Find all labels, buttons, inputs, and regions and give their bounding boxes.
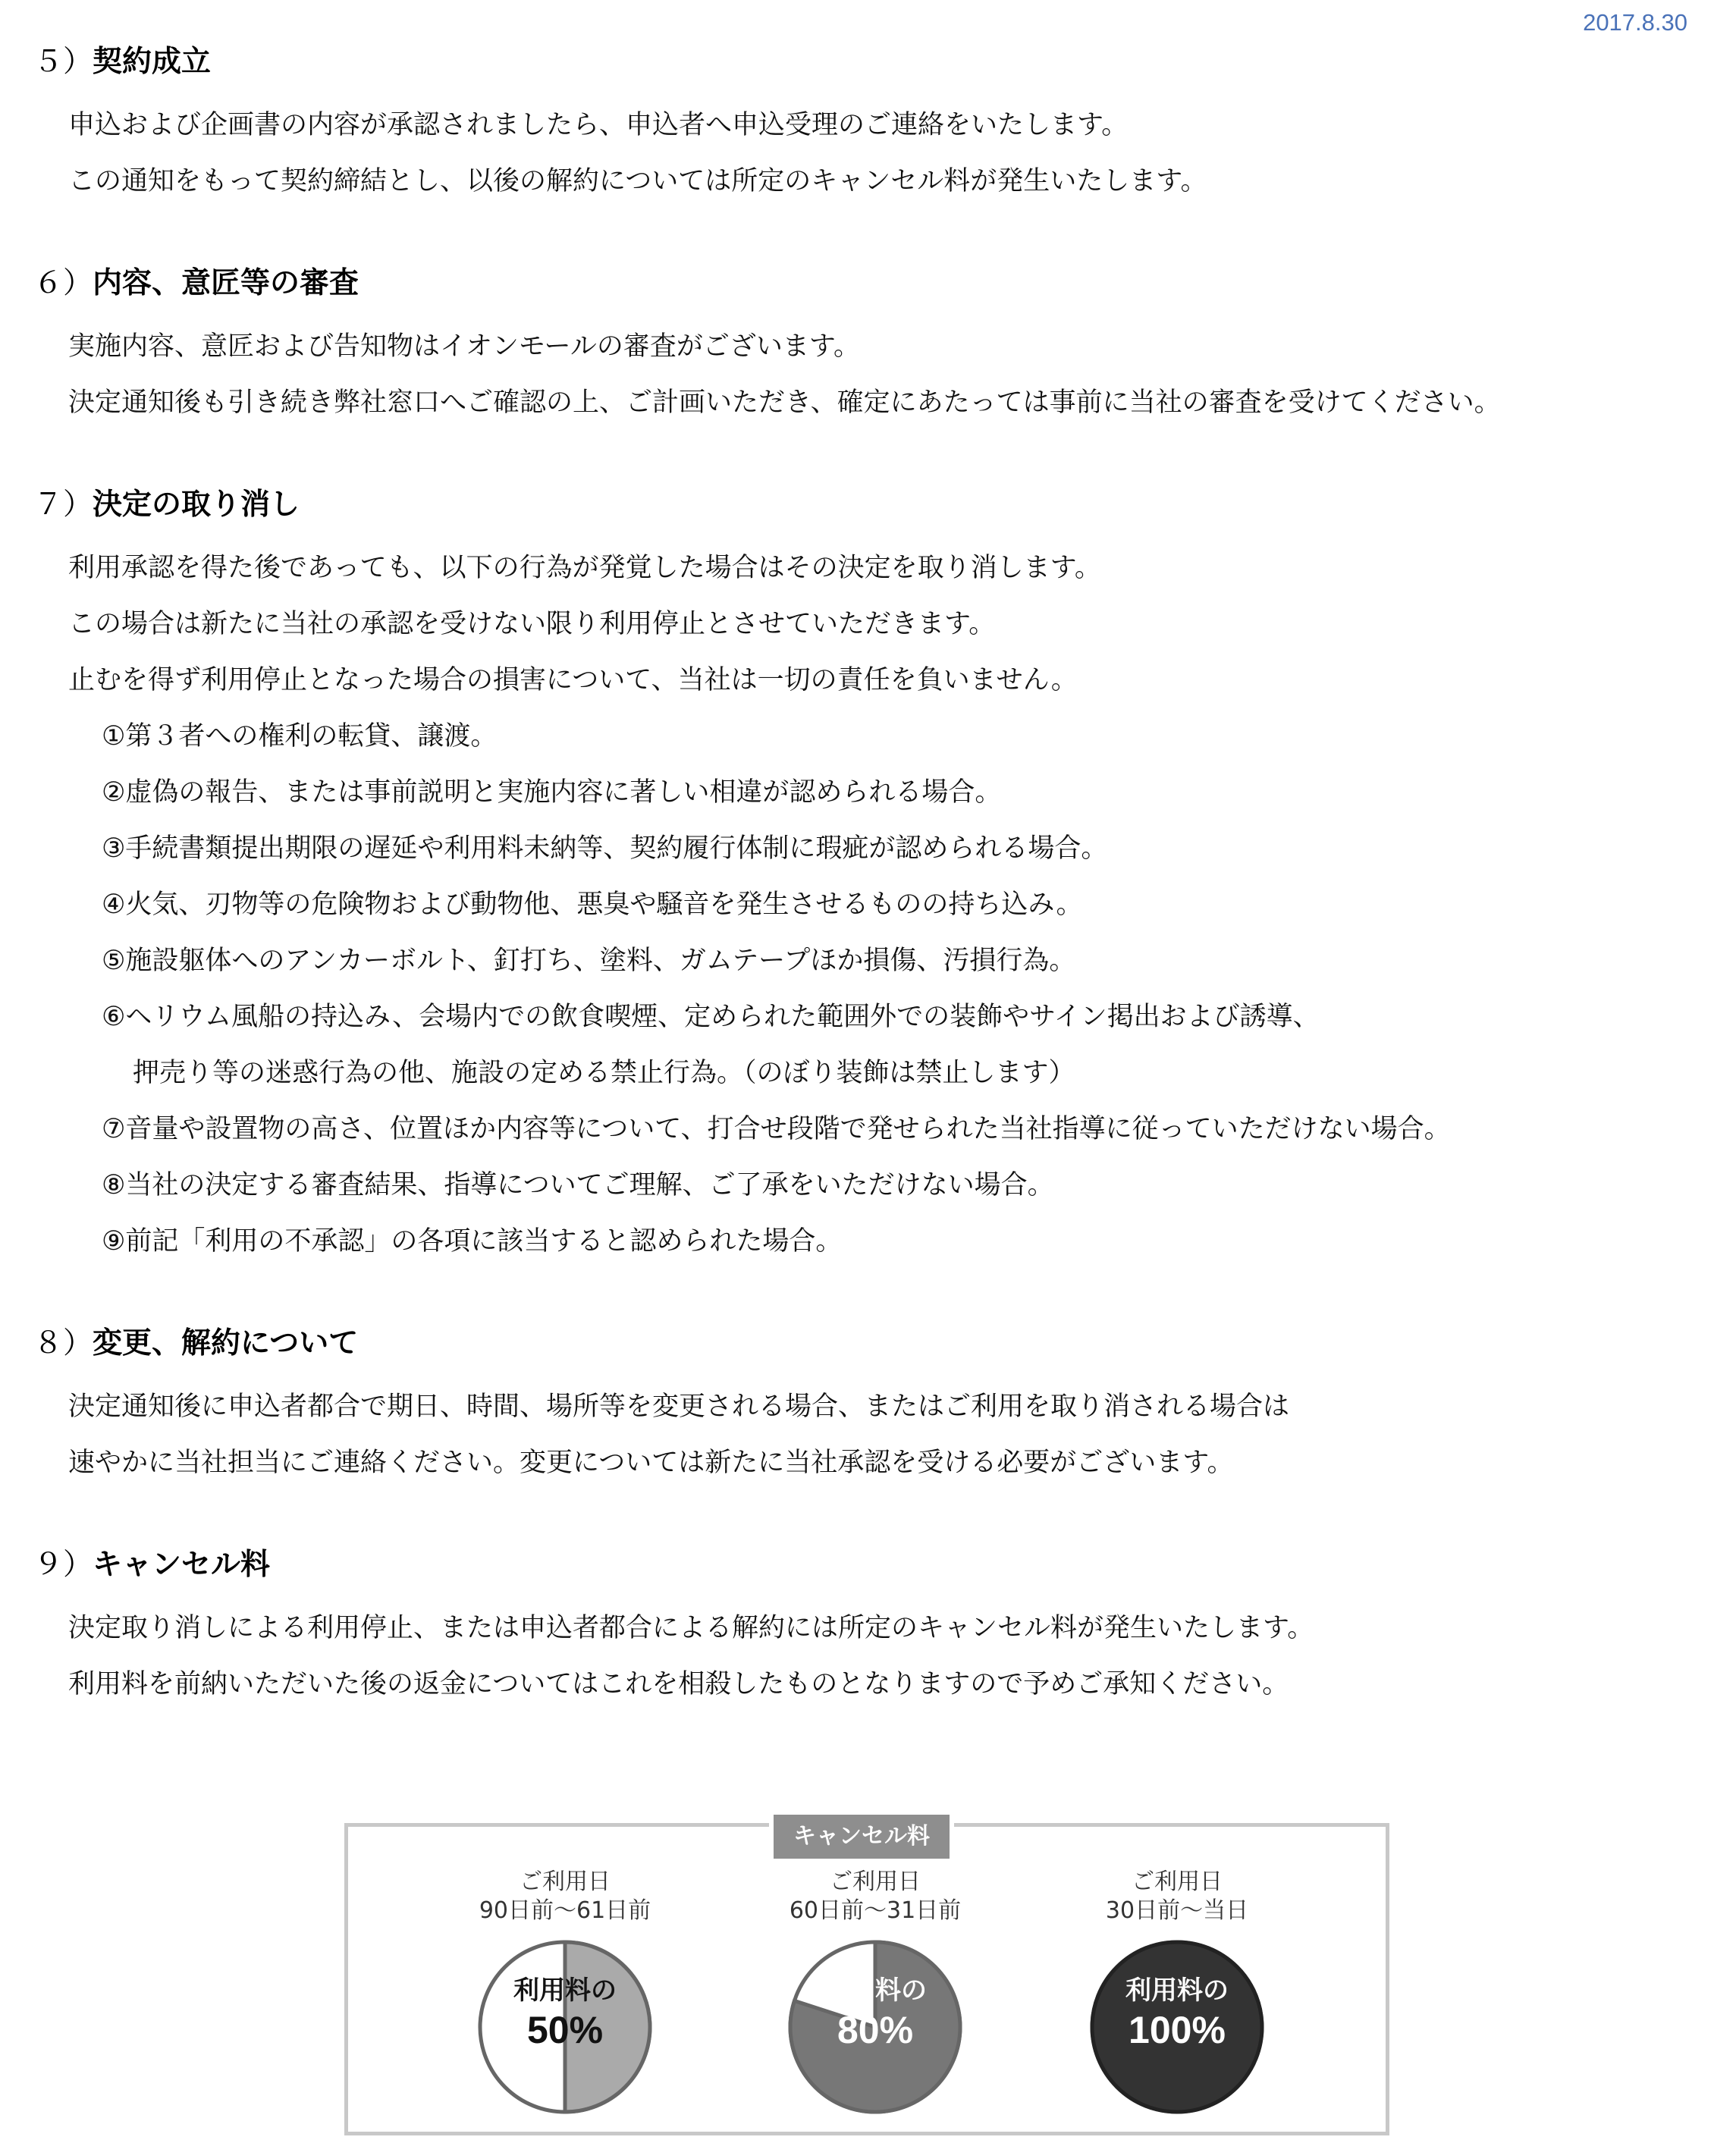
section-heading [33, 44, 1702, 80]
section-review [33, 265, 1702, 431]
document-body [33, 44, 1702, 1768]
list-item: ⑨前記「利用の不承認」の各項に該当すると認められた場合。 [102, 1226, 843, 1257]
section-title: 契約成立 [93, 45, 212, 79]
section-heading [33, 1326, 1702, 1362]
paragraph-line: 利用料を前納いただいた後の返金についてはこれを相殺したものとなりますので予めご承知ください。 [68, 1669, 1289, 1699]
section-number: ５） [33, 45, 93, 79]
pie-caption: 利用料の [1125, 1975, 1229, 2006]
list-item: ④火気、刃物等の危険物および動物他、悪臭や騒音を発生させるものの持ち込み。 [102, 890, 1083, 920]
paragraph-line: 止むを得ず利用停止となった場合の損害について、当社は一切の責任を負いません。 [68, 665, 1078, 695]
paragraph-line: 実施内容、意匠および告知物はイオンモールの審査がございます。 [68, 331, 861, 362]
cancel-column-60-31 [761, 1868, 989, 2051]
section-heading [33, 487, 1702, 523]
section-heading [33, 1547, 1702, 1583]
section-title: 決定の取り消し [93, 488, 300, 522]
paragraph-line: 決定通知後も引き続き弊社窓口へご確認の上、ご計画いただき、確定にあたっては事前に当社の審査を受けてください。 [68, 388, 1501, 418]
pie-percent: 80% [837, 2009, 914, 2051]
paragraph-line: この場合は新たに当社の承認を受けない限り利用停止とさせていただきます。 [68, 609, 996, 639]
cancel-fee-label: キャンセル料 [769, 1810, 954, 1863]
pie-percent: 50% [526, 2009, 604, 2051]
pie-label [474, 1974, 656, 2053]
list-item-continuation: 押売り等の迷惑行為の他、施設の定める禁止行為。（のぼり装飾は禁止します） [133, 1058, 1075, 1088]
paragraph-line: 申込および企画書の内容が承認されましたら、申込者へ申込受理のご連絡をいたします。 [68, 110, 1129, 140]
section-number: ８） [33, 1326, 93, 1360]
list-item: ⑧当社の決定する審査結果、指導についてご理解、ご了承をいただけない場合。 [102, 1170, 1054, 1200]
column-period: 90日前～61日前 [479, 1897, 651, 1924]
column-caption: ご利用日 [1132, 1869, 1223, 1895]
document-date: 2017.8.30 [1583, 9, 1687, 36]
cancel-fee-box [344, 1823, 1389, 2135]
section-number: ９） [33, 1548, 93, 1582]
column-caption: ご利用日 [520, 1869, 611, 1895]
list-item: ⑦音量や設置物の高さ、位置ほか内容等について、打合せ段階で発せられた当社指導に従っていただけない場合。 [102, 1114, 1451, 1144]
pie-label [784, 1974, 966, 2053]
paragraph-line: 利用承認を得た後であっても、以下の行為が発覚した場合はその決定を取り消します。 [68, 553, 1101, 583]
list-item: ①第３者への権利の転貸、譲渡。 [102, 721, 498, 752]
paragraph-line: 決定取り消しによる利用停止、または申込者都合による解約には所定のキャンセル料が発生いたします。 [68, 1613, 1314, 1643]
section-title: キャンセル料 [93, 1548, 271, 1582]
column-period: 30日前～当日 [1105, 1897, 1249, 1924]
list-item: ③手続書類提出期限の遅延や利用料未納等、契約履行体制に瑕疵が認められる場合。 [102, 833, 1108, 864]
paragraph-line: 決定通知後に申込者都合で期日、時間、場所等を変更される場合、またはご利用を取り消される場合は [68, 1392, 1290, 1422]
cancel-column-90-61 [451, 1868, 679, 2051]
section-title: 内容、意匠等の審査 [93, 266, 359, 300]
section-revocation [33, 487, 1702, 1269]
list-item: ⑤施設躯体へのアンカーボルト、釘打ち、塗料、ガムテープほか損傷、汚損行為。 [102, 946, 1076, 976]
section-heading [33, 265, 1702, 302]
column-caption: ご利用日 [830, 1869, 921, 1895]
section-number: ７） [33, 488, 93, 522]
list-item: ⑥ヘリウム風船の持込み、会場内での飲食喫煙、定められた範囲外での装飾やサイン掲出および誘導、 [102, 1002, 1320, 1032]
pie-percent: 100% [1129, 2009, 1226, 2051]
section-title: 変更、解約について [93, 1326, 359, 1360]
pie-caption: 利用料の [513, 1975, 617, 2006]
section-cancel-fee [33, 1547, 1702, 1712]
list-item: ②虚偽の報告、または事前説明と実施内容に著しい相違が認められる場合。 [102, 777, 1002, 808]
pie-label [1086, 1974, 1268, 2053]
column-period: 60日前～31日前 [789, 1897, 962, 1924]
pie-caption: 利用料の [824, 1975, 927, 2006]
paragraph-line: 速やかに当社担当にご連絡ください。変更については新たに当社承認を受ける必要がございます。 [68, 1448, 1234, 1478]
section-contract [33, 44, 1702, 209]
cancel-column-30-day [1063, 1868, 1291, 2051]
section-change-cancel [33, 1326, 1702, 1491]
section-number: ６） [33, 266, 93, 300]
paragraph-line: この通知をもって契約締結とし、以後の解約については所定のキャンセル料が発生いたします。 [68, 166, 1207, 196]
